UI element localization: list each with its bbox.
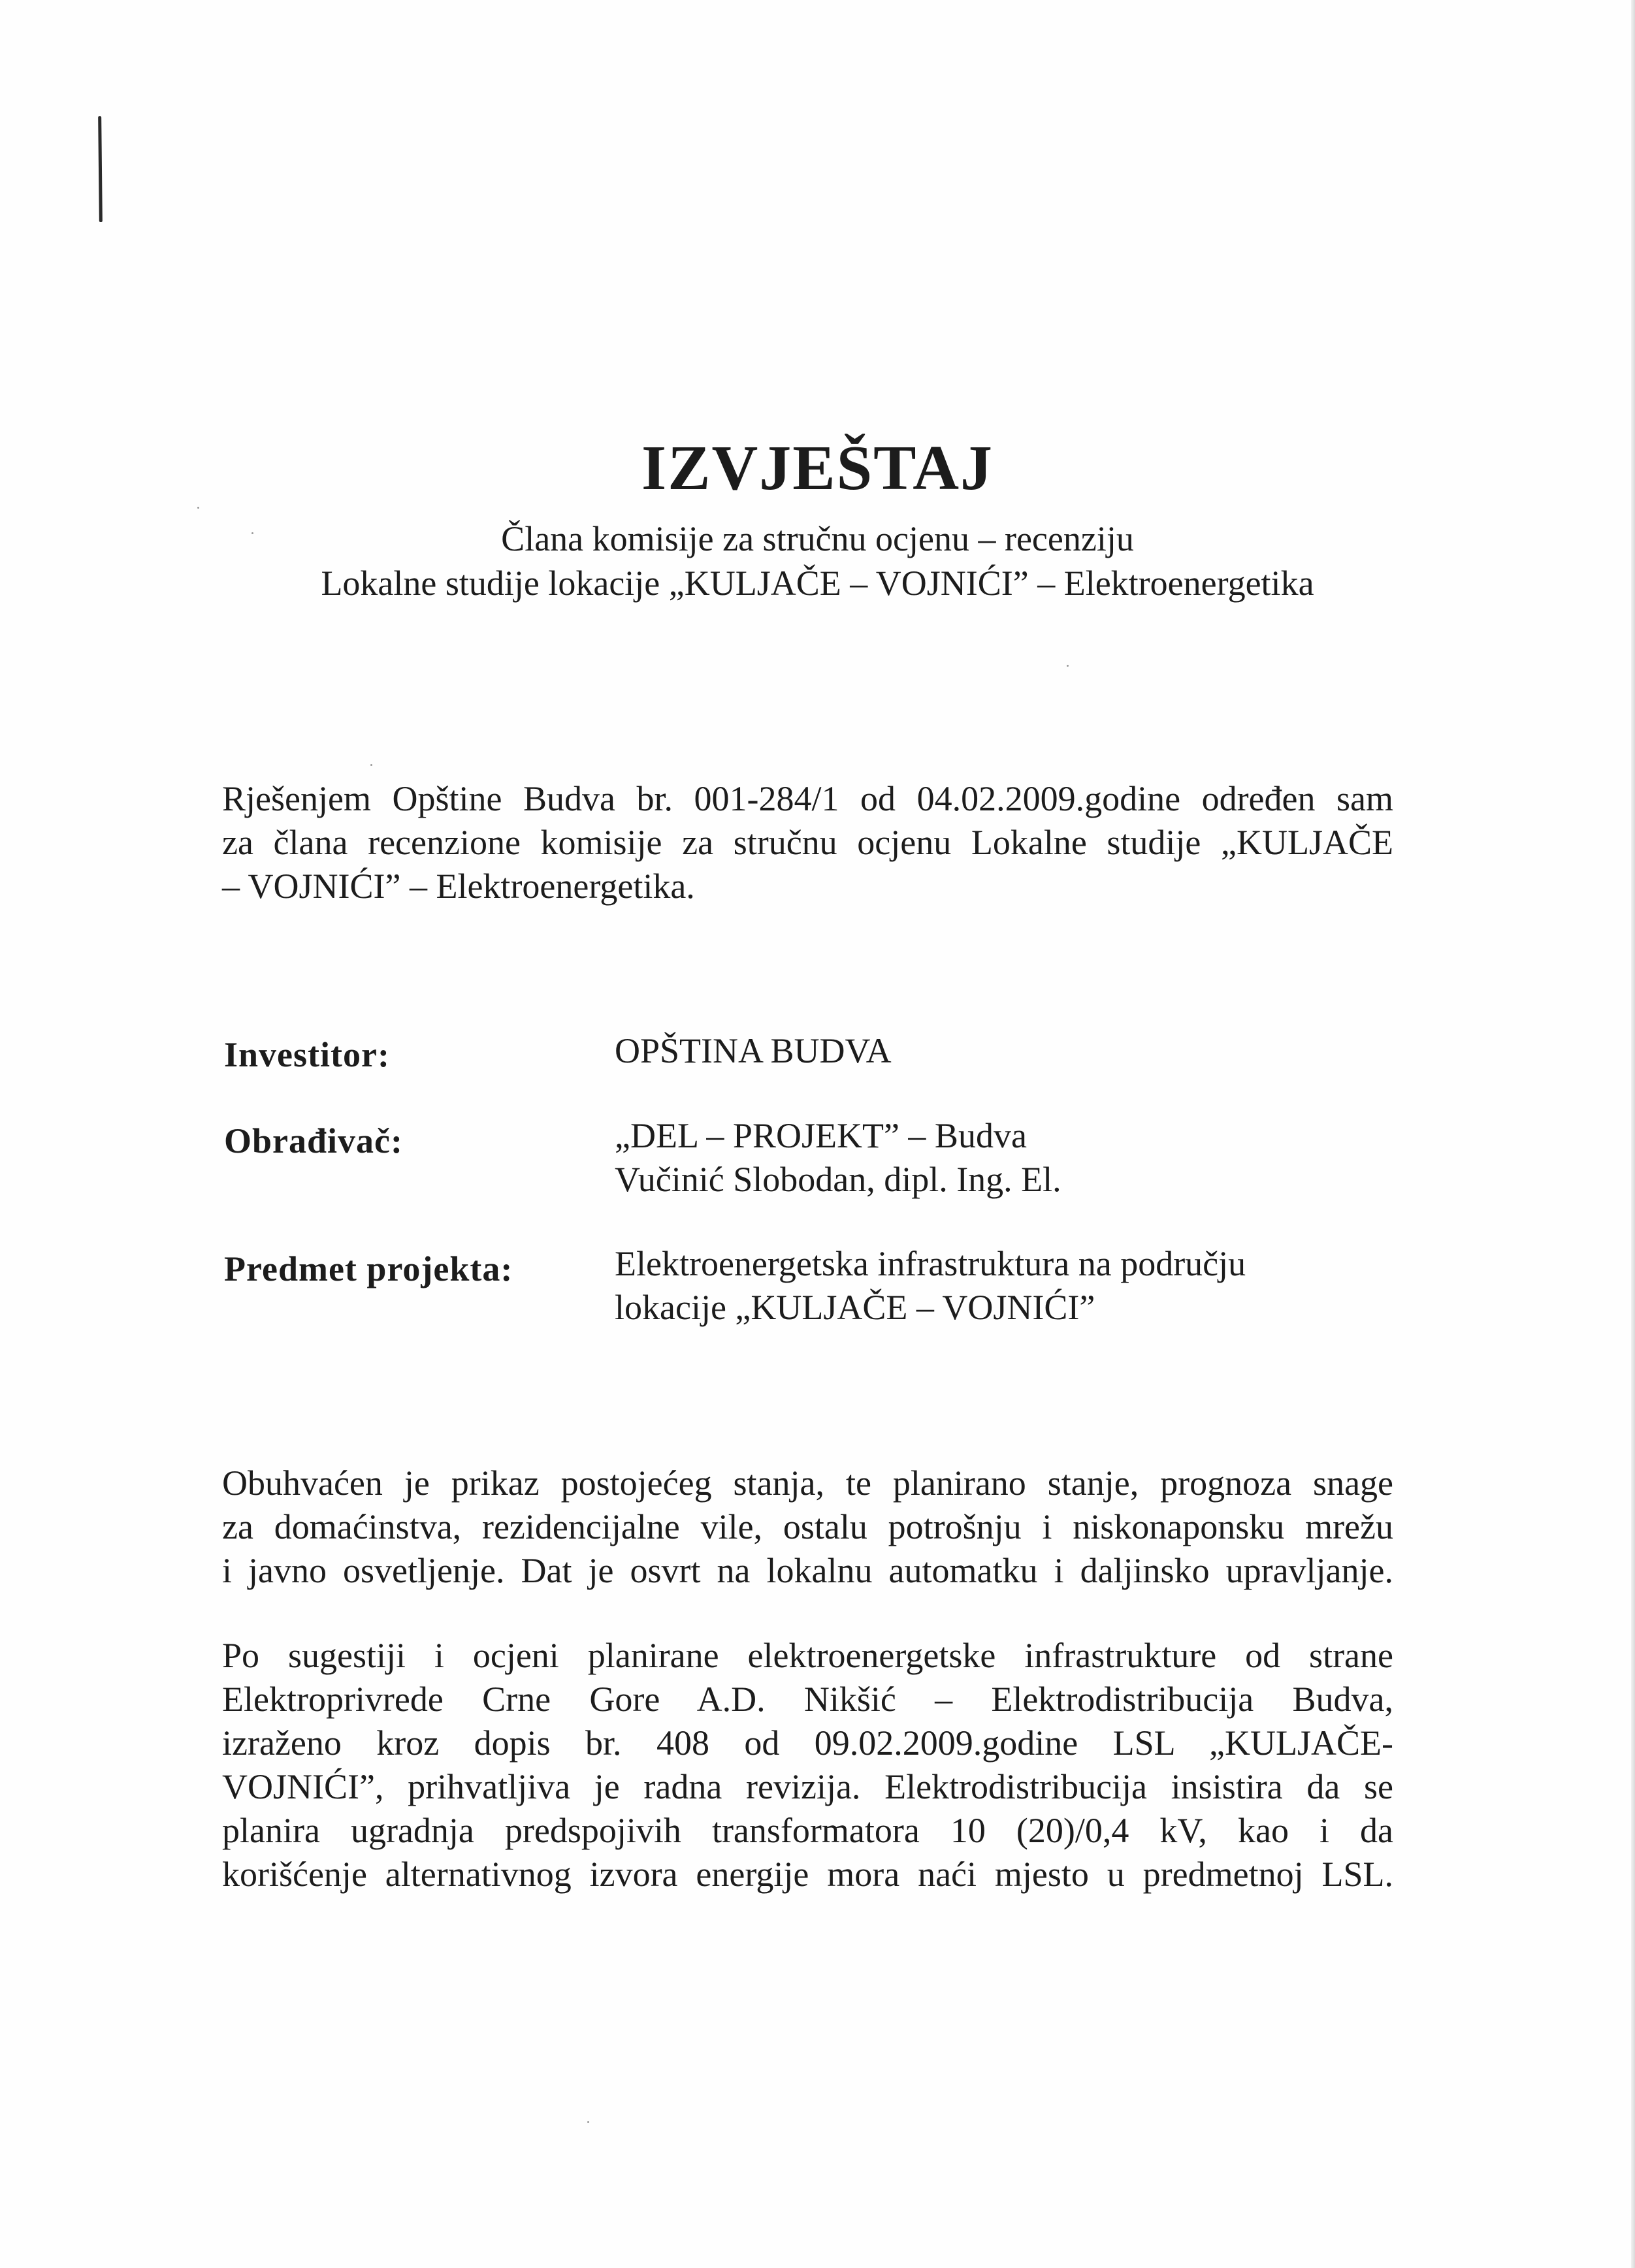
paragraph-line: planira ugradnja predspojivih transformatora 10 (20)/0,4 kV, kao i da: [222, 1811, 1393, 1850]
pen-mark: [98, 116, 103, 222]
obradjivac-value-line: „DEL – PROJEKT” – Budva: [615, 1116, 1027, 1155]
paragraph-line: korišćenje alternativnog izvora energije mora naći mjesto u predmetnoj LSL.: [222, 1855, 1393, 1894]
predmet-value-line: Elektroenergetska infrastruktura na području: [615, 1244, 1246, 1283]
investitor-value: [615, 1029, 892, 1073]
paragraph-line: Elektroprivrede Crne Gore A.D. Nikšić – Elektrodistribucija Budva,: [222, 1680, 1393, 1719]
scan-speck: [370, 764, 372, 766]
predmet-value-line: lokacije „KULJAČE – VOJNIĆI”: [615, 1288, 1095, 1327]
intro-line: za člana recenzione komisije za stručnu ocjenu Lokalne studije „KULJAČE: [222, 823, 1393, 862]
paragraph-line: i javno osvetljenje. Dat je osvrt na lokalnu automatku i daljinsko upravljanje.: [222, 1551, 1393, 1590]
review-paragraph: [222, 1634, 1393, 1896]
intro-paragraph: [222, 777, 1393, 908]
investitor-label: Investitor:: [224, 1035, 390, 1074]
paragraph-line: izraženo kroz dopis br. 408 od 09.02.2009.godine LSL „KULJAČE-: [222, 1723, 1393, 1763]
intro-line: Rješenjem Opštine Budva br. 001-284/1 od 04.02.2009.godine određen sam: [222, 779, 1393, 818]
investitor-value-line: OPŠTINA BUDVA: [615, 1031, 892, 1070]
paragraph-line: za domaćinstva, rezidencijalne vile, ostalu potrošnju i niskonaponsku mrežu: [222, 1507, 1393, 1546]
intro-line: – VOJNIĆI” – Elektroenergetika.: [222, 867, 695, 906]
scan-speck: [1067, 665, 1069, 667]
subtitle-line: Člana komisije za stručnu ocjenu – recenziju: [501, 519, 1134, 558]
subtitle-line: Lokalne studije lokacije „KULJAČE – VOJNIĆI” – Elektroenergetika: [321, 564, 1314, 603]
scope-paragraph: [222, 1461, 1393, 1593]
paragraph-line: Po sugestiji i ocjeni planirane elektroenergetske infrastrukture od strane: [222, 1636, 1393, 1675]
paragraph-line: Obuhvaćen je prikaz postojećeg stanja, te planirano stanje, prognoza snage: [222, 1463, 1393, 1503]
scan-edge-shadow: [1631, 0, 1635, 2268]
paragraph-line: VOJNIĆI”, prihvatljiva je radna revizija. Elektrodistribucija insistira da se: [222, 1767, 1393, 1806]
scan-speck: [197, 507, 199, 509]
obradjivac-label: Obrađivač:: [224, 1121, 403, 1160]
predmet-label: Predmet projekta:: [224, 1249, 513, 1288]
predmet-value: [615, 1242, 1246, 1330]
scan-speck: [587, 2121, 589, 2123]
document-title: IZVJEŠTAJ: [641, 433, 994, 503]
obradjivac-value: [615, 1114, 1061, 1202]
obradjivac-value-line: Vučinić Slobodan, dipl. Ing. El.: [615, 1160, 1061, 1199]
